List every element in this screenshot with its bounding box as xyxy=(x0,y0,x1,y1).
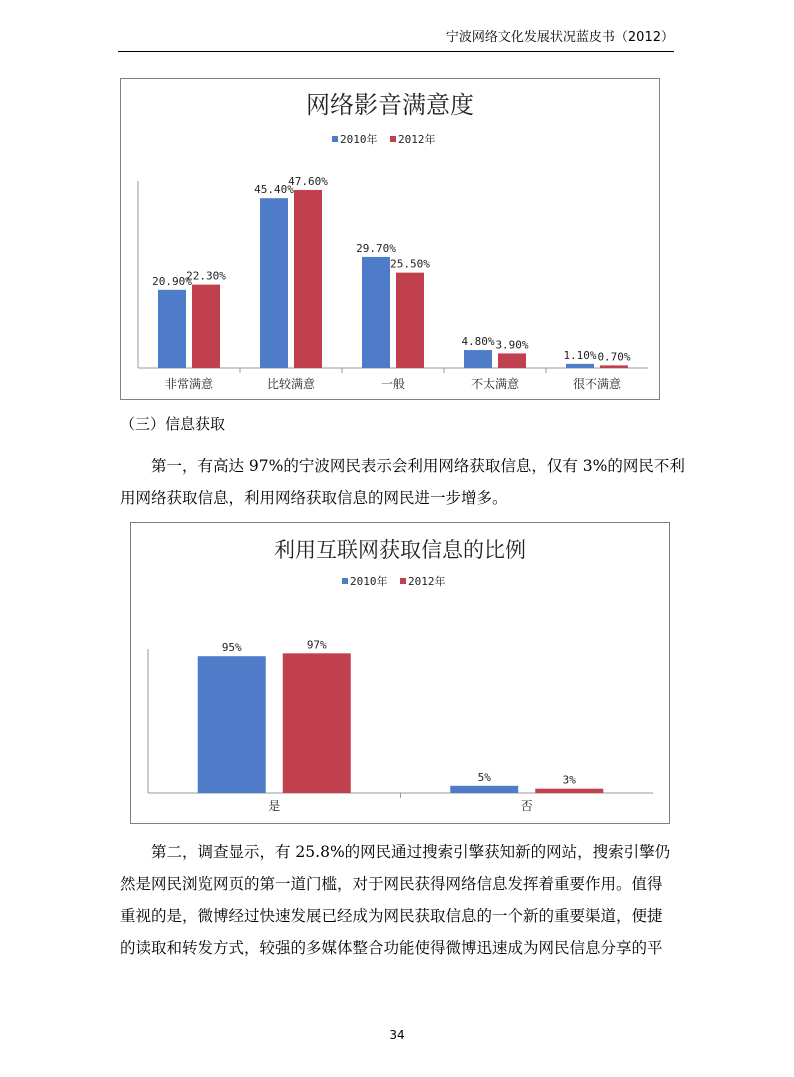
satisfaction-chart-svg xyxy=(121,79,659,399)
legend-swatch xyxy=(390,136,396,142)
bar xyxy=(498,353,526,368)
legend-swatch xyxy=(332,136,338,142)
legend-swatch xyxy=(342,578,348,584)
page-number: 34 xyxy=(389,1028,405,1042)
data-label: 0.70% xyxy=(597,350,631,364)
data-label: 97% xyxy=(306,638,327,652)
data-label: 1.10% xyxy=(563,348,597,362)
bar xyxy=(192,285,220,368)
data-label: 22.30% xyxy=(186,269,226,283)
internet-info-chart xyxy=(130,522,670,824)
bar xyxy=(450,786,518,793)
data-label: 45.40% xyxy=(254,183,294,197)
data-label: 20.90% xyxy=(152,274,192,288)
bar xyxy=(464,350,492,368)
paragraph-1 xyxy=(120,450,685,514)
paragraph-line: 然是网民浏览网页的第一道门槛，对于网民获得网络信息发挥着重要作用。值得 xyxy=(120,875,663,893)
bar xyxy=(600,365,628,368)
bar xyxy=(198,656,266,793)
data-label: 3.90% xyxy=(495,338,529,352)
legend-label: 2010年 xyxy=(350,575,388,588)
paragraph-line: 重视的是，微博经过快速发展已经成为网民获取信息的一个新的重要渠道，便捷 xyxy=(120,907,663,925)
satisfaction-chart xyxy=(120,78,660,400)
bar xyxy=(158,290,186,368)
bar xyxy=(396,273,424,368)
chart-title: 网络影音满意度 xyxy=(306,91,474,119)
paragraph-line: 第二，调查显示，有 25.8%的网民通过搜索引擎获知新的网站，搜索引擎仍 xyxy=(151,843,671,861)
running-header: 宁波网络文化发展状况蓝皮书（2012） xyxy=(118,26,674,52)
category-label: 很不满意 xyxy=(572,377,622,391)
legend-swatch xyxy=(400,578,406,584)
bar xyxy=(362,257,390,368)
paragraph-line: 用网络获取信息，利用网络获取信息的网民进一步增多。 xyxy=(120,489,508,507)
bar xyxy=(566,364,594,368)
internet-info-chart-svg xyxy=(131,523,669,823)
data-label: 29.70% xyxy=(356,241,396,255)
category-label: 是 xyxy=(268,799,281,813)
data-label: 5% xyxy=(477,770,491,784)
category-label: 一般 xyxy=(380,377,406,391)
bar xyxy=(283,653,351,793)
paragraph-line: 第一，有高达 97%的宁波网民表示会利用网络获取信息，仅有 3%的网民不利 xyxy=(151,457,685,475)
legend-label: 2012年 xyxy=(408,575,446,588)
section-heading: （三）信息获取 xyxy=(120,415,226,433)
data-label: 95% xyxy=(221,641,242,655)
data-label: 47.60% xyxy=(288,174,328,188)
paragraph-2 xyxy=(120,836,676,964)
legend-label: 2010年 xyxy=(340,133,378,146)
category-label: 比较满意 xyxy=(266,377,316,391)
category-label: 不太满意 xyxy=(470,377,520,391)
bar xyxy=(535,789,603,793)
chart-title: 利用互联网获取信息的比例 xyxy=(274,538,526,562)
paragraph-line: 的读取和转发方式，较强的多媒体整合功能使得微博迅速成为网民信息分享的平 xyxy=(120,939,663,957)
category-label: 否 xyxy=(520,799,533,813)
category-label: 非常满意 xyxy=(164,377,214,391)
data-label: 4.80% xyxy=(461,335,495,349)
bar xyxy=(260,198,288,368)
legend-label: 2012年 xyxy=(398,133,436,146)
bar xyxy=(294,190,322,368)
data-label: 3% xyxy=(562,773,576,787)
data-label: 25.50% xyxy=(390,257,430,271)
